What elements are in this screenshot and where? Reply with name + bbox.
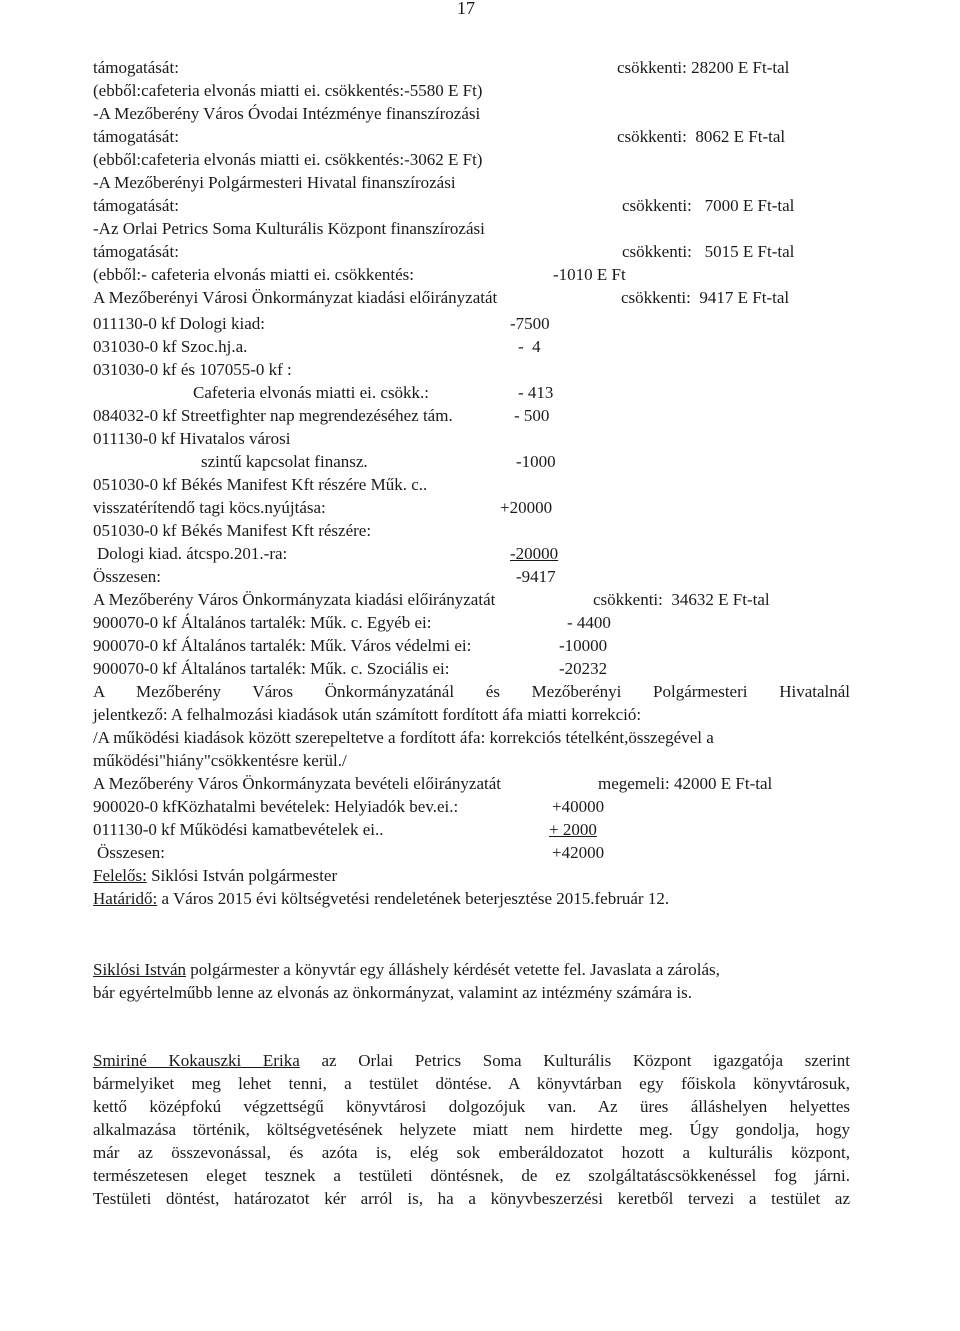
- paragraph-line: természetesen eleget tesznek a testületi döntésnek, de ez szolgáltatáscsökkenéssel fog járni.: [93, 1166, 850, 1185]
- deadline-text: a Város 2015 évi költségvetési rendeletének beterjesztése 2015.február 12.: [157, 889, 670, 908]
- item-amount: -20232: [559, 659, 608, 678]
- item-amount: +20000: [500, 498, 553, 517]
- paragraph-line: A Mezőberény Város Önkormányzatánál és Mezőberényi Polgármesteri Hivatalnál: [93, 682, 850, 701]
- text-line: -A Mezőberény Város Óvodai Intézménye finanszírozási: [93, 104, 481, 123]
- paragraph-line: bár egyértelműbb lenne az elvonás az önkormányzat, valamint az intézmény számára is.: [93, 983, 692, 1002]
- amount-text: csökkenti: 8062 E Ft-tal: [617, 127, 786, 146]
- paragraph-line: Testületi döntést, határozatot kér arról is, ha a könyvbeszerzési keretből tervezi a testület az: [93, 1189, 850, 1208]
- item-label: 011130-0 kf Működési kamatbevételek ei..: [93, 820, 384, 839]
- item-amount: - 500: [514, 406, 550, 425]
- item-amount: +40000: [552, 797, 605, 816]
- speaker-name: Siklósi István: [93, 960, 187, 979]
- item-amount: -20000: [510, 544, 559, 563]
- deadline-line: [93, 888, 669, 910]
- item-label: 084032-0 kf Streetfighter nap megrendezéséhez tám.: [93, 406, 453, 425]
- item-label: 900070-0 kf Általános tartalék: Műk. c. Egyéb ei:: [93, 613, 432, 632]
- total-amount: +42000: [552, 843, 605, 862]
- responsible-label: Felelős:: [93, 866, 147, 885]
- amount-text: csökkenti: 9417 E Ft-tal: [621, 288, 790, 307]
- text-line: támogatását:: [93, 127, 179, 146]
- item-label: 900070-0 kf Általános tartalék: Műk. c. Szociális ei:: [93, 659, 450, 678]
- total-amount: -9417: [516, 567, 556, 586]
- total-label: Összesen:: [97, 843, 165, 862]
- paragraph-line: Smiriné Kokauszki Erika az Orlai Petrics Soma Kulturális Központ igazgatója szerint: [93, 1051, 851, 1070]
- item-amount: -7500: [510, 314, 550, 333]
- speaker-name: Smiriné Kokauszki Erika: [93, 1051, 300, 1070]
- item-label: 051030-0 kf Békés Manifest Kft részére:: [93, 521, 372, 540]
- paragraph-line: Siklósi István polgármester a könyvtár egy álláshely kérdését vetette fel. Javaslata a zárolás,: [93, 960, 720, 979]
- paragraph-line: /A működési kiadások között szerepeltetve a fordított áfa: korrekciós tételként,összegével a: [93, 728, 714, 747]
- amount-text: csökkenti: 7000 E Ft-tal: [622, 196, 795, 215]
- paragraph-line: kettő középfokú végzettségű könyvtárosi dolgozójuk van. Az üres álláshelyen helyettes: [93, 1097, 850, 1116]
- paragraph-line: bármelyiket meg lehet tenni, a testület döntése. A könyvtárban egy főiskola könyvtárosuk,: [93, 1074, 850, 1093]
- item-label: Dologi kiad. átcspo.201.-ra:: [97, 544, 288, 563]
- item-amount: - 413: [518, 383, 554, 402]
- item-label: 900020-0 kfKözhatalmi bevételek: Helyiadók bev.ei.:: [93, 797, 459, 816]
- item-amount: -1000: [516, 452, 556, 471]
- item-amount: - 4400: [567, 613, 611, 632]
- paragraph-line: működési"hiány"csökkentésre kerül./: [93, 751, 347, 770]
- text-line: (ebből:cafeteria elvonás miatti ei. csökkentés:-5580 E Ft): [93, 81, 483, 100]
- text-line: A Mezőberényi Városi Önkormányzat kiadási előirányzatát: [93, 288, 498, 307]
- item-amount: -10000: [559, 636, 608, 655]
- paragraph-line: jelentkező: A felhalmozási kiadások után számított fordított áfa miatti korrekció:: [93, 705, 642, 724]
- item-label: 011130-0 kf Hivatalos városi: [93, 429, 291, 448]
- item-label: 011130-0 kf Dologi kiad:: [93, 314, 266, 333]
- amount-text: megemeli: 42000 E Ft-tal: [598, 774, 773, 793]
- total-label: Összesen:: [93, 567, 161, 586]
- text-line: (ebből:- cafeteria elvonás miatti ei. csökkentés:: [93, 265, 414, 284]
- text-line: támogatását:: [93, 242, 179, 261]
- item-label: 900070-0 kf Általános tartalék: Műk. Város védelmi ei:: [93, 636, 472, 655]
- item-label: visszatérítendő tagi köcs.nyújtása:: [93, 498, 326, 517]
- paragraph-line: alkalmazása történik, költségvetésének helyzete miatt nem hirdette meg. Úgy gondolja, hogy: [93, 1120, 850, 1139]
- amount-text: csökkenti: 5015 E Ft-tal: [622, 242, 795, 261]
- text-line: A Mezőberény Város Önkormányzata kiadási előirányzatát: [93, 590, 496, 609]
- text-line: támogatását:: [93, 58, 179, 77]
- responsible-line: [93, 865, 337, 887]
- item-amount: + 2000: [549, 820, 597, 839]
- item-label: 051030-0 kf Békés Manifest Kft részére Műk. c..: [93, 475, 428, 494]
- item-label: 031030-0 kf Szoc.hj.a.: [93, 337, 248, 356]
- item-label: szintű kapcsolat finansz.: [201, 452, 368, 471]
- amount-text: -1010 E Ft: [553, 265, 626, 284]
- text-line: támogatását:: [93, 196, 179, 215]
- text-line: -A Mezőberényi Polgármesteri Hivatal finanszírozási: [93, 173, 456, 192]
- amount-text: csökkenti: 34632 E Ft-tal: [593, 590, 770, 609]
- text-line: A Mezőberény Város Önkormányzata bevételi előirányzatát: [93, 774, 501, 793]
- page-number: 17: [457, 0, 475, 18]
- text-line: -Az Orlai Petrics Soma Kulturális Központ finanszírozási: [93, 219, 485, 238]
- item-label: Cafeteria elvonás miatti ei. csökk.:: [193, 383, 430, 402]
- responsible-name: Siklósi István polgármester: [146, 866, 338, 885]
- amount-text: csökkenti: 28200 E Ft-tal: [617, 58, 790, 77]
- item-amount: - 4: [518, 337, 541, 356]
- item-label: 031030-0 kf és 107055-0 kf :: [93, 360, 292, 379]
- paragraph-line: már az összevonással, és azóta is, elég sok emberáldozatot hozott a kulturális központ,: [93, 1143, 850, 1162]
- deadline-label: Határidő:: [93, 889, 158, 908]
- text-line: (ebből:cafeteria elvonás miatti ei. csökkentés:-3062 E Ft): [93, 150, 483, 169]
